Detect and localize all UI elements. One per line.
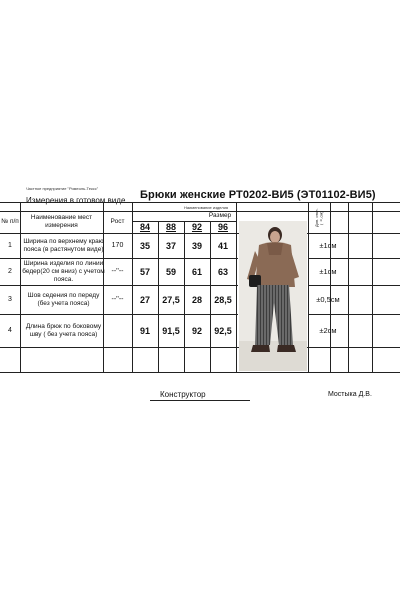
row-3-size-84: 27 — [139, 294, 150, 305]
company-name: Частное предприятие "Ромеоль-Тексс" — [26, 186, 99, 191]
row-2-number: 2 — [8, 268, 12, 275]
row-2-height: --''-- — [111, 268, 124, 275]
size-84: 84 — [139, 222, 150, 232]
model-photo-icon — [239, 221, 307, 371]
row-4-size-92: 92 — [191, 325, 202, 336]
header-number: № п/п — [1, 218, 19, 225]
row-1-number: 1 — [8, 242, 12, 249]
row-2-size-92: 61 — [191, 266, 202, 277]
row-2-tolerance: ±1см — [319, 267, 337, 276]
product-name-caption: Наименование изделия — [184, 205, 228, 210]
grid-line — [0, 202, 400, 203]
row-4-size-84: 91 — [139, 325, 150, 336]
measurements-title: Измерения в готовом виде — [26, 196, 126, 205]
row-3-size-96: 28,5 — [214, 294, 232, 305]
header-tolerance-text: Доп. откл. (±,см) — [313, 208, 323, 228]
row-4-name: Длина брюк по боковому шву ( без учета пояса) — [25, 322, 102, 338]
constructor-name: Мостыка Д.В. — [328, 391, 372, 398]
row-3-height: --''-- — [111, 296, 124, 303]
model-photo — [239, 221, 307, 371]
row-1-name: Ширина по верхнему краю пояса (в растянутом виде) — [23, 237, 104, 253]
size-88: 88 — [165, 222, 176, 232]
row-4-size-88: 91,5 — [162, 325, 180, 336]
row-3-size-88: 27,5 — [162, 294, 180, 305]
grid-line — [236, 202, 237, 372]
row-3-size-92: 28 — [191, 294, 202, 305]
row-4-tolerance: ±2см — [319, 326, 337, 335]
row-4-height — [103, 314, 132, 347]
row-2-size-96: 63 — [217, 266, 228, 277]
row-1-size-92: 39 — [191, 240, 202, 251]
grid-line — [0, 372, 400, 373]
grid-line — [348, 202, 349, 372]
header-height: Рост — [110, 218, 125, 225]
row-1-size-96: 41 — [217, 240, 228, 251]
row-3-name: Шов седения по переду (без учета пояса) — [27, 291, 100, 307]
size-92: 92 — [191, 222, 202, 232]
row-2-size-84: 57 — [139, 266, 150, 277]
size-96: 96 — [217, 222, 228, 232]
header-name: Наименование мест измерения — [30, 214, 93, 229]
row-2-size-88: 59 — [165, 266, 176, 277]
row-1-height: 170 — [111, 242, 124, 249]
grid-line — [372, 202, 373, 372]
row-1-tolerance: ±1см — [319, 241, 337, 250]
header-size-group: Размер — [208, 212, 232, 219]
row-1-size-84: 35 — [139, 240, 150, 251]
document-title: Брюки женские РТ0202-ВИ5 (ЭТ01102-ВИ5) — [140, 189, 376, 201]
constructor-label: Конструктор — [160, 390, 206, 399]
row-4-size-96: 92,5 — [214, 325, 232, 336]
row-3-tolerance: ±0,5см — [316, 295, 340, 304]
row-1-size-88: 37 — [165, 240, 176, 251]
row-3-number: 3 — [8, 296, 12, 303]
grid-line — [0, 347, 400, 348]
row-2-name: Ширина изделия по линии бедер(20 см вниз) с учетом пояса. — [22, 259, 105, 283]
row-4-number: 4 — [8, 327, 12, 334]
signature-line — [150, 400, 250, 401]
header-tolerance — [308, 203, 330, 233]
